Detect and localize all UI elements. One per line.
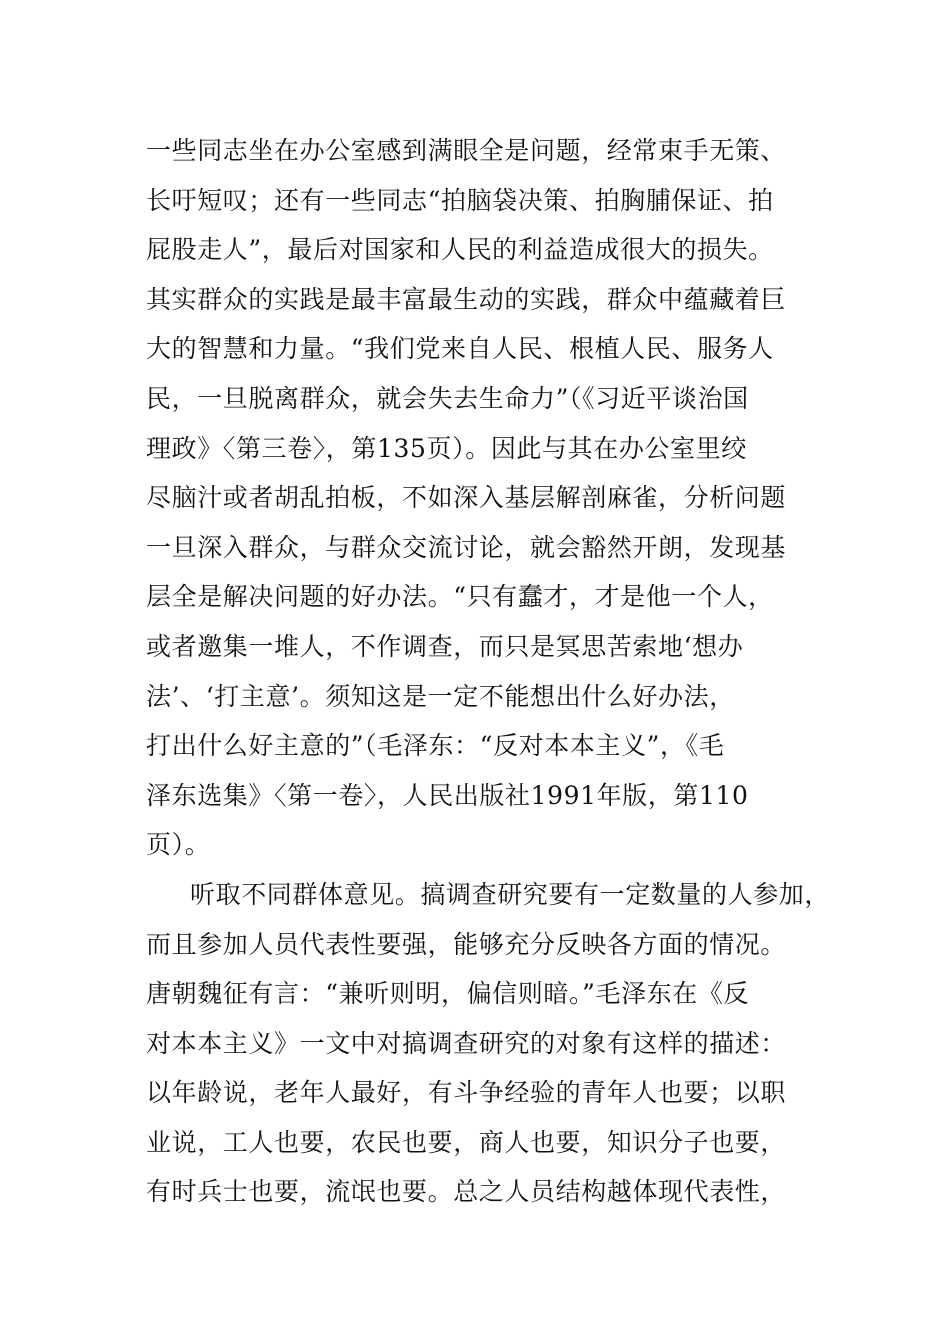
- text-line: 页）。: [146, 830, 211, 860]
- text-line: 以年龄说，老年人最好，有斗争经验的青年人也要；以职: [146, 1078, 787, 1108]
- text-line: 业说，工人也要，农民也要，商人也要，知识分子也要，: [146, 1127, 787, 1157]
- text-line: 尽脑汁或者胡乱拍板，不如深入基层解剖麻雀，分析问题: [146, 483, 787, 513]
- text-line: 层全是解决问题的好办法。“只有蠢才，才是他一个人，: [146, 582, 774, 612]
- text-line: 民，一旦脱离群众，就会失去生命力”（《习近平谈治国: [146, 383, 749, 413]
- body-text: [146, 126, 836, 1217]
- text-line: 而且参加人员代表性要强，能够充分反映各方面的情况。: [146, 929, 787, 959]
- text-line: 一些同志坐在办公室感到满眼全是问题，经常束手无策、: [146, 136, 787, 165]
- text-line: 法’、‘打主意’。须知这是一定不能想出什么好办法，: [146, 681, 735, 711]
- text-line: 对本本主义》一文中对搞调查研究的对象有这样的描述：: [146, 1028, 787, 1058]
- text-line: 泽东选集》〈第一卷〉，人民出版社1991年版，第110: [146, 780, 749, 810]
- text-line: 其实群众的实践是最丰富最生动的实践，群众中蕴藏着巨: [146, 284, 787, 314]
- paragraph-start-line: 听取不同群体意见。搞调查研究要有一定数量的人参加，: [190, 879, 831, 909]
- text-line: 唐朝魏征有言：“兼听则明，偏信则暗。”毛泽东在《反: [146, 979, 750, 1009]
- text-line: 屁股走人”，最后对国家和人民的利益造成很大的损失。: [146, 235, 774, 265]
- text-line: 长吁短叹；还有一些同志“拍脑袋决策、拍胸脯保证、拍: [146, 185, 774, 215]
- text-line: 理政》〈第三卷〉，第135页）。因此与其在办公室里绞: [146, 433, 747, 463]
- text-line: 打出什么好主意的”（毛泽东：“反对本本主义”，《毛: [146, 731, 725, 761]
- text-line: 一旦深入群众，与群众交流讨论，就会豁然开朗，发现基: [146, 532, 787, 562]
- text-line: 大的智慧和力量。“我们党来自人民、根植人民、服务人: [146, 334, 774, 364]
- text-line: 有时兵士也要，流氓也要。总之人员结构越体现代表性，: [146, 1177, 787, 1207]
- text-line: 或者邀集一堆人，不作调查，而只是冥思苦索地‘想办: [146, 631, 744, 661]
